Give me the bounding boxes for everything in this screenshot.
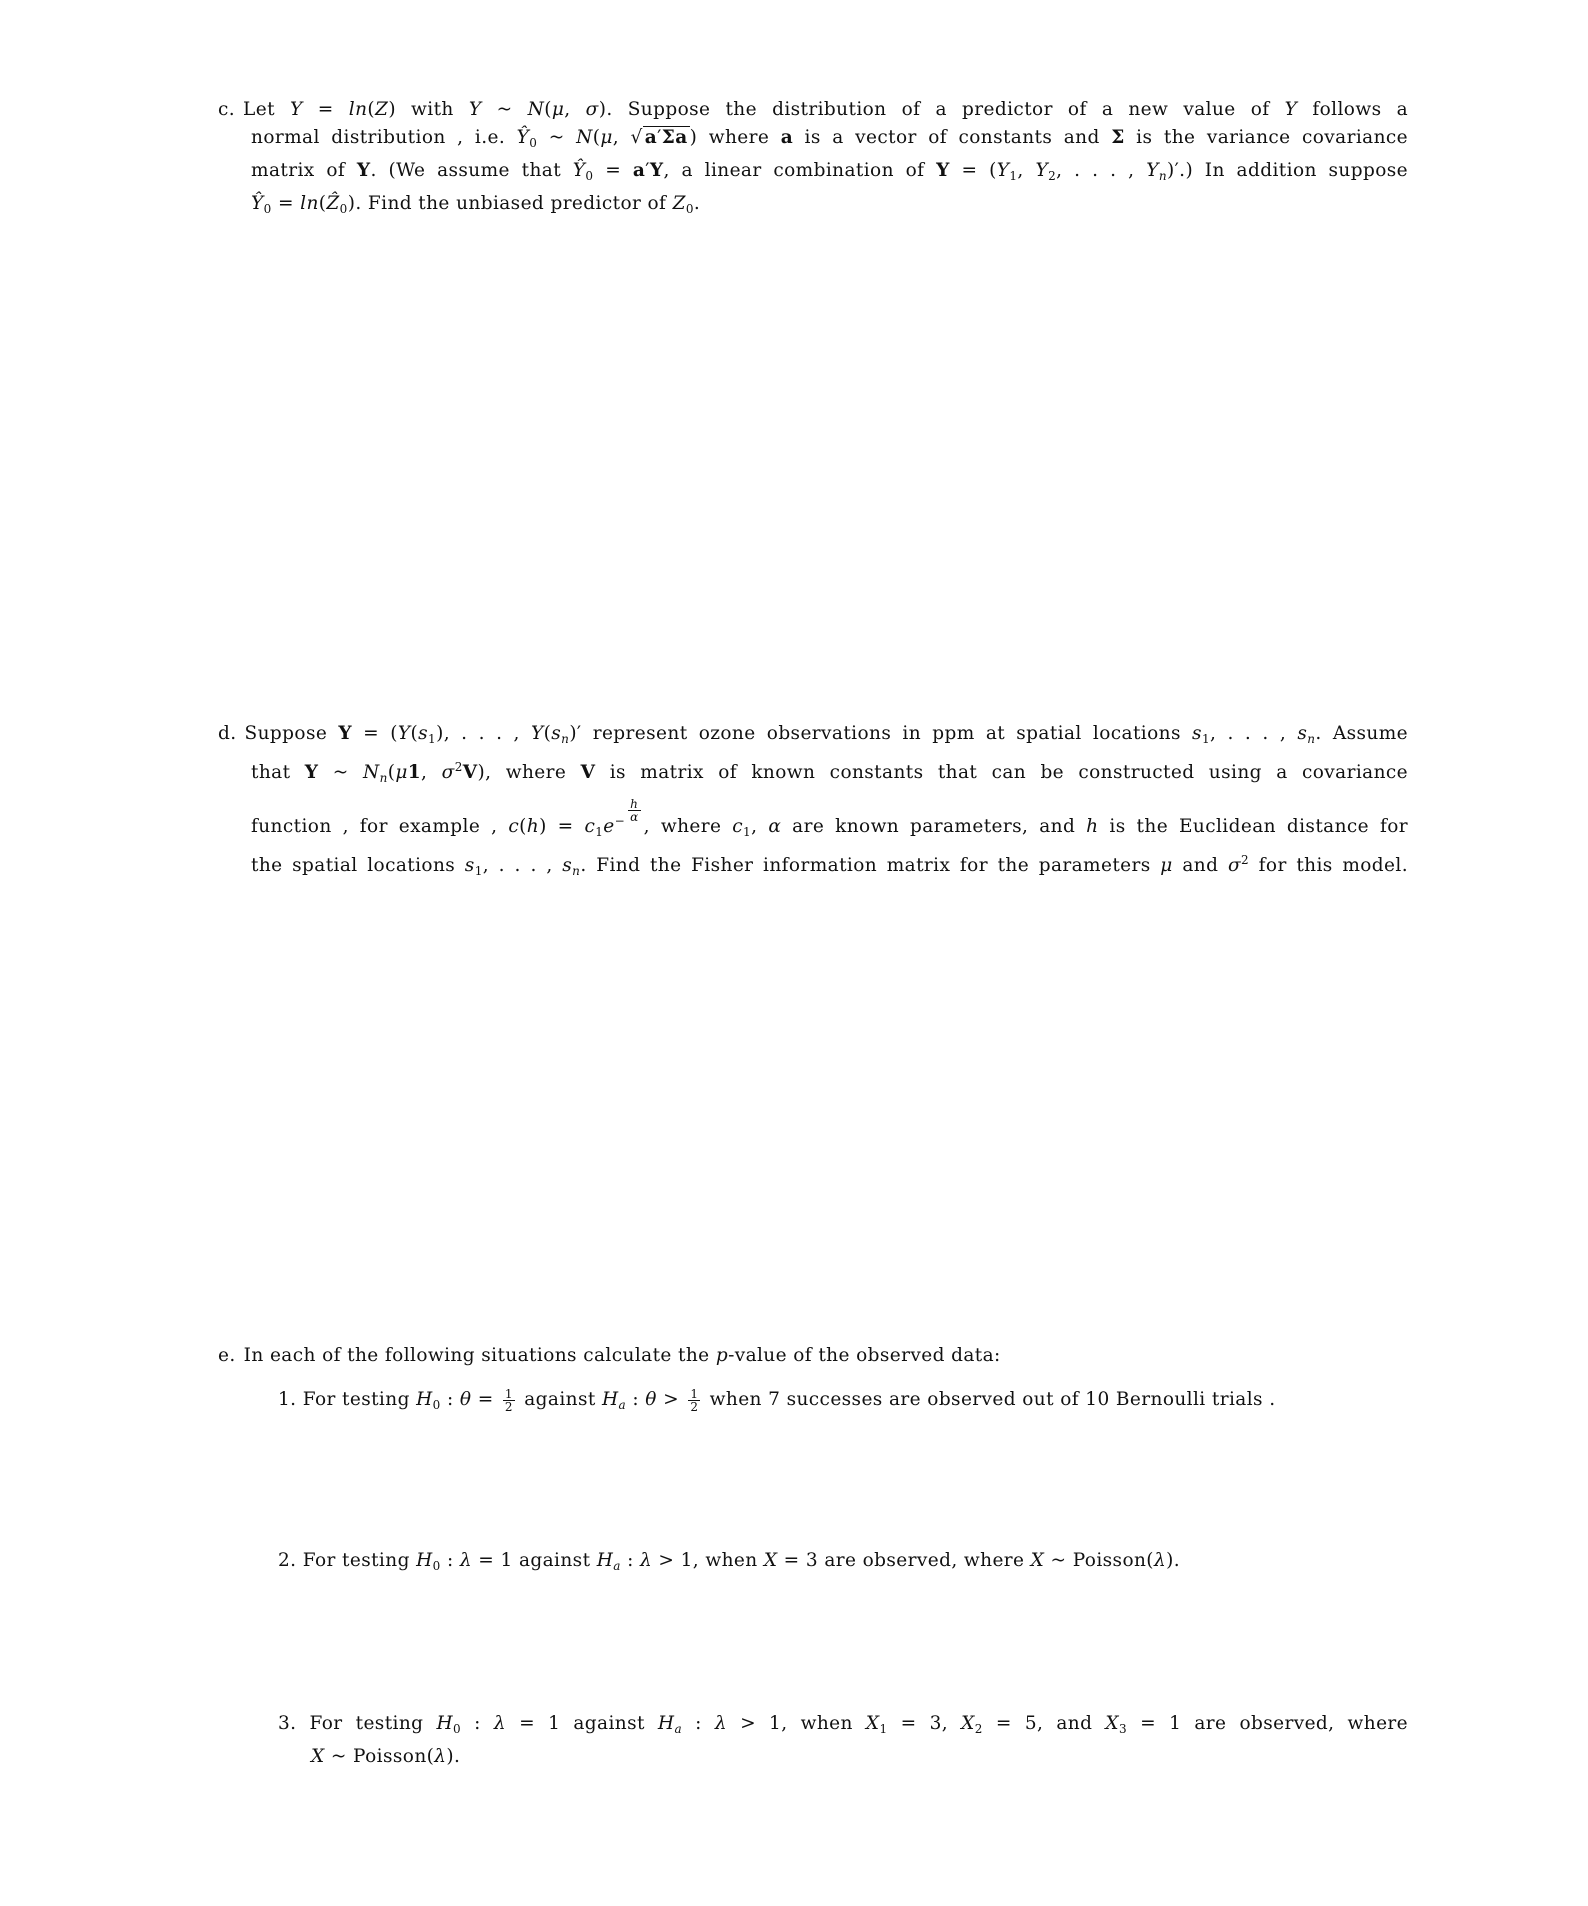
problem-e-item-1: 1. For testing $H_0$ : θ = $\frac{1}{2}$ against $H_a$ : θ > $\frac{1}{2}$ when 7 successes are observed out of 10 Bernoulli trials .	[278, 1386, 1276, 1414]
problem-e	[218, 1342, 1408, 1370]
problem-e-label: e.	[218, 1345, 236, 1366]
item-number: 2.	[278, 1550, 297, 1571]
problem-e-item-3: 3. For testing $H_0$ : λ = 1 against $H_a$ : λ > 1, when $X_1 = 3$, $X_2 = 5$, and $X_3 = 1$ are observed, where X ~ Poisson(λ).	[278, 1713, 1409, 1767]
item-number: 3.	[278, 1713, 297, 1734]
problem-c-line-4: $Ŷ_0$ = ln(Ẑ$_0$). Find the unbiased predictor of $Z_0$.	[251, 193, 701, 216]
problem-c-label: c.	[218, 99, 236, 120]
problem-c-line-2: normal distribution , i.e. $Ŷ_0$ ~ N(μ, √ a′Σa ) where a is a vector of constants and Σ is the variance covariance	[251, 127, 1409, 150]
problem-e-item-2: 2. For testing $H_0$ : λ = 1 against $H_a$ : λ > 1, when X = 3 are observed, where X ~ Poisson(λ).	[278, 1550, 1180, 1573]
problem-c-line-1: c. Let Y = ln(Z) with Y ~ N(μ, σ). Suppose the distribution of a predictor of a new value of Y follows a	[218, 96, 1408, 124]
problem-e-intro: e. In each of the following situations calculate the p-value of the observed data:	[218, 1342, 1408, 1370]
problem-d-line-3: function , for example , $c(h) = c_1e^{- \frac{h}{\alpha}}$ , where $c_1$, α are known parameters, and h is the Euclidean distance for	[251, 797, 1408, 839]
problem-d-line-4: the spatial locations $s_1$, . . . , $s_n$. Find the Fisher information matrix for the parameters μ and $\sigma^2$ for this model.	[251, 853, 1408, 878]
item-number: 1.	[278, 1389, 297, 1410]
problem-c	[218, 96, 1408, 223]
problem-c-line-3: matrix of Y. (We assume that $Ŷ_0 = a'Y$, a linear combination of $Y = (Y_1$, $Y_2$, . . . , $Y_n)'$.) In addition suppose	[251, 160, 1409, 183]
problem-d	[218, 720, 1408, 885]
problem-d-line-1: d. Suppose $Y = (Y(s_1)$, . . . , $Y(s_n)'$ represent ozone observations in ppm at spatial locations $s_1$, . . . , $s_n$. Assume	[218, 720, 1408, 753]
problem-d-label: d.	[218, 723, 237, 744]
problem-d-line-2: that Y ~ $N_n(\mu 1$, $\sigma^2V$), where V is matrix of known constants that can be constructed using a covariance	[251, 760, 1408, 785]
